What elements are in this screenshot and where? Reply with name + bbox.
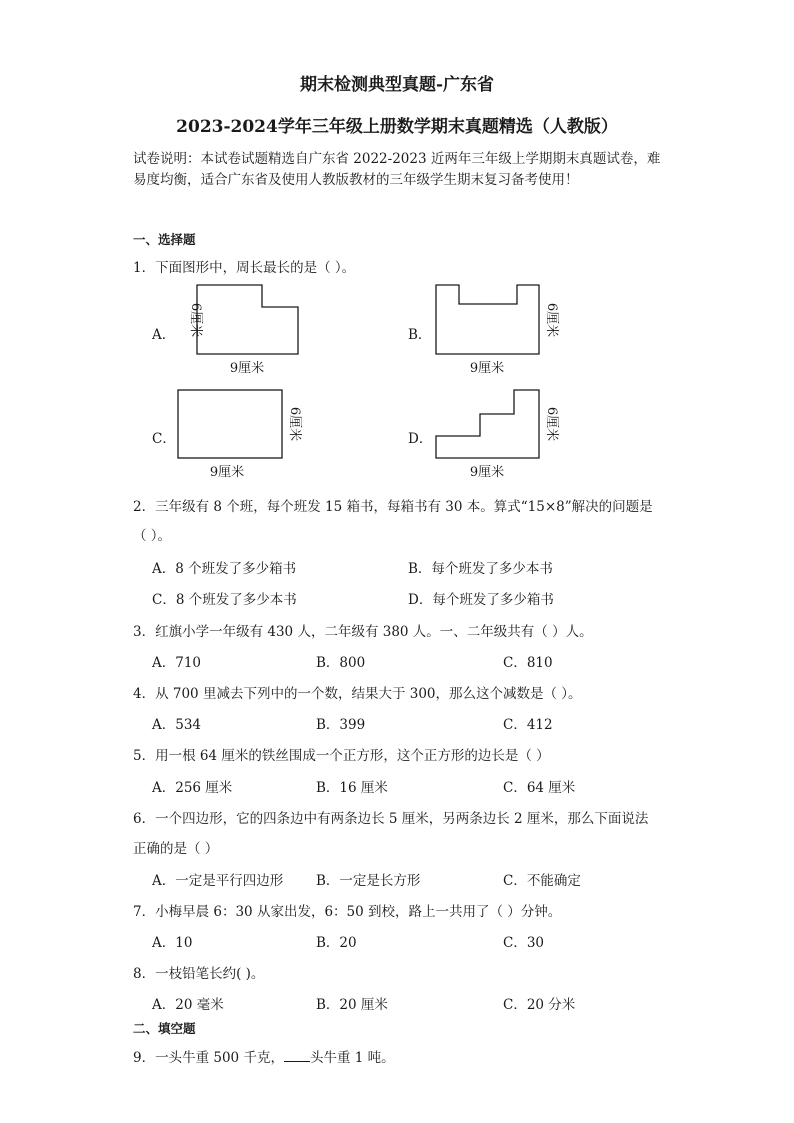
question-2-option-b[interactable]: B．每个班发了多少本书 [408,561,553,577]
question-3-stem: 3．红旗小学一年级有 430 人，二年级有 380 人。一、二年级共有（ ）人。 [133,624,593,640]
figure-d-label: D． [408,431,433,447]
question-5-option-b[interactable]: B．16 厘米 [316,780,388,796]
question-3-option-c[interactable]: C．810 [503,655,553,671]
question-1-stem: 1．下面图形中，周长最长的是（ ）。 [133,260,356,276]
figure-d-height-label: 6厘米 [544,406,559,442]
intro-line-2: 易度均衡，适合广东省及使用人教版教材的三年级学生期末复习备考使用！ [133,172,579,188]
question-2-stem-line-1: 2．三年级有 8 个班，每个班发 15 箱书，每箱书有 30 本。算式“15×8”解决的问题是 [133,499,653,515]
figure-c-label: C． [152,431,176,447]
question-6-stem-line-2: 正确的是（ ） [133,841,219,857]
question-4-option-b[interactable]: B．399 [316,717,366,733]
figure-b-height-label: 6厘米 [544,302,559,338]
question-3-option-a[interactable]: A．710 [152,655,202,671]
figure-d-width-label: 9厘米 [469,465,505,480]
figure-c-shape [170,384,310,484]
title-line-1: 期末检测典型真题-广东省 [299,75,495,95]
question-4-stem: 4．从 700 里减去下列中的一个数，结果大于 300，那么这个减数是（ ）。 [133,686,582,702]
title-line-2: 2023-2024学年三年级上册数学期末真题精选（人教版） [176,117,618,137]
question-2-stem-line-2: （ ）。 [133,528,172,544]
question-2-option-d[interactable]: D．每个班发了多少箱书 [408,592,554,608]
question-5-option-c[interactable]: C．64 厘米 [503,780,576,796]
question-6-stem-line-1: 6．一个四边形，它的四条边中有两条边长 5 厘米，另两条边长 2 厘米，那么下面说法 [133,811,649,827]
question-5-stem: 5．用一根 64 厘米的铁丝围成一个正方形，这个正方形的边长是（ ） [133,748,550,764]
figure-b-shape [430,280,570,380]
question-4-option-c[interactable]: C．412 [503,717,553,733]
question-8-option-b[interactable]: B．20 厘米 [316,997,388,1013]
figure-c-height-label: 6厘米 [287,406,302,442]
question-3-option-b[interactable]: B．800 [316,655,366,671]
question-9-stem [133,1046,395,1066]
section-heading-fill: 二、填空题 [133,1021,196,1036]
question-8-stem: 8．一枝铅笔长约( )。 [133,966,265,982]
section-heading-choice: 一、选择题 [133,232,196,247]
question-7-option-c[interactable]: C．30 [503,935,545,951]
figure-a-label: A． [152,327,176,343]
figure-b-label: B． [408,327,432,343]
question-6-option-c[interactable]: C．不能确定 [503,873,581,889]
question-9-stem-b: 头牛重 1 吨。 [309,1050,395,1066]
question-9-stem-a: 9．一头牛重 500 千克， [133,1050,284,1066]
question-9-blank[interactable] [284,1049,310,1062]
figure-c-width-label: 9厘米 [209,465,245,480]
question-6-option-a[interactable]: A．一定是平行四边形 [152,873,284,889]
figure-a-width-label: 9厘米 [229,361,265,376]
figure-a-shape [170,280,310,380]
question-4-option-a[interactable]: A．534 [152,717,202,733]
intro-line-1: 试卷说明：本试卷试题精选自广东省 2022-2023 近两年三年级上学期期末真题试卷，难 [133,151,661,167]
question-8-option-a[interactable]: A．20 毫米 [152,997,224,1013]
question-5-option-a[interactable]: A．256 厘米 [152,780,233,796]
question-7-option-a[interactable]: A．10 [152,935,193,951]
question-2-option-c[interactable]: C．8 个班发了多少本书 [152,592,297,608]
question-7-option-b[interactable]: B．20 [316,935,357,951]
question-7-stem: 7．小梅早晨 6：30 从家出发，6：50 到校，路上一共用了（ ）分钟。 [133,904,562,920]
figure-b-width-label: 9厘米 [469,361,505,376]
figure-a-height-label: 6厘米 [188,302,203,338]
question-6-option-b[interactable]: B．一定是长方形 [316,873,421,889]
question-2-option-a[interactable]: A．8 个班发了多少箱书 [152,561,297,577]
figure-d-shape [430,384,570,484]
question-8-option-c[interactable]: C．20 分米 [503,997,576,1013]
